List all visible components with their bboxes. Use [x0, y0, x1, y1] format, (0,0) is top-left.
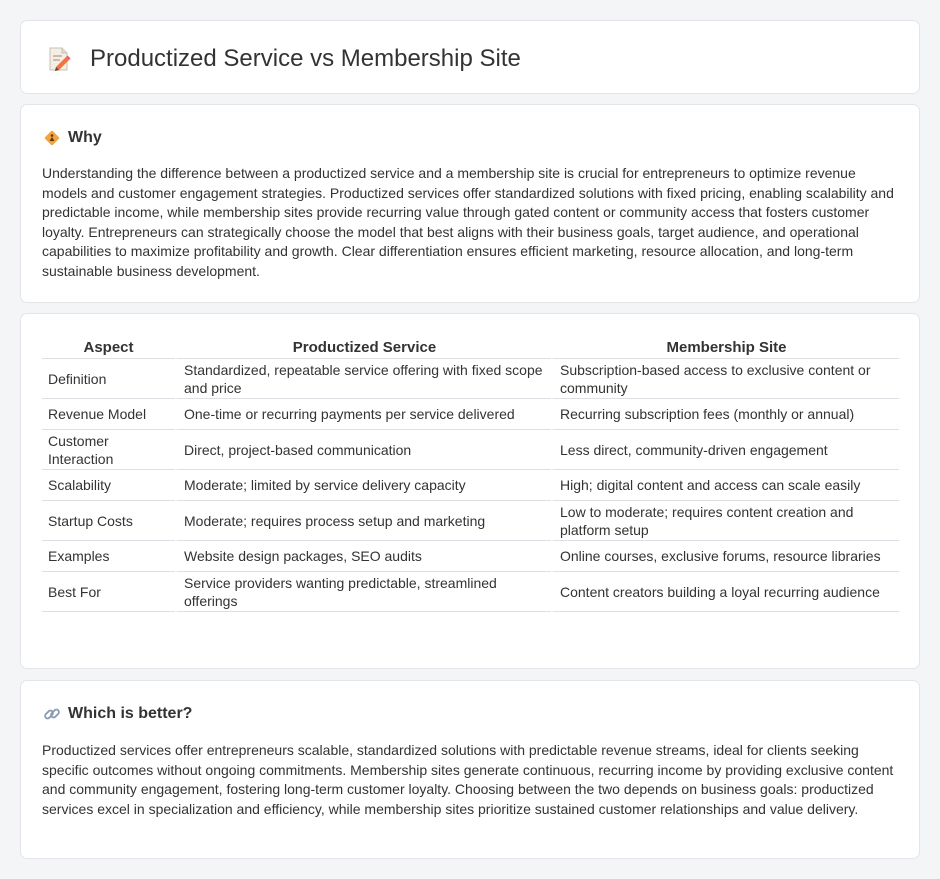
row-aspect: Examples — [42, 541, 175, 572]
row-membership-site: Content creators building a loyal recurring audience — [551, 572, 899, 612]
table-row — [42, 430, 899, 470]
row-productized-service: Standardized, repeatable service offering with fixed scope and price — [175, 359, 551, 399]
link-icon — [43, 705, 61, 723]
row-membership-site: High; digital content and access can scale easily — [551, 470, 899, 501]
header-productized-service: Productized Service — [175, 335, 551, 359]
page-title: Productized Service vs Membership Site — [90, 45, 521, 72]
table-row — [42, 399, 899, 430]
row-productized-service: Moderate; requires process setup and marketing — [175, 501, 551, 541]
row-productized-service: Moderate; limited by service delivery capacity — [175, 470, 551, 501]
better-heading: Which is better? — [68, 705, 193, 722]
row-aspect: Startup Costs — [42, 501, 175, 541]
row-aspect: Best For — [42, 572, 175, 612]
better-text: Productized services offer entrepreneurs scalable, standardized solutions with predictable revenue streams, ideal for clients seeking specific outcomes without ongoing commitments. Membership sites generate continuous, recurring income by providing exclusive content and community engagement, fostering long-term customer loyalty. Choosing between the two depends on business goals: productized services excel in specialization and efficiency, while membership sites prioritize sustained customer relationships and value delivery. — [42, 742, 894, 817]
row-membership-site: Online courses, exclusive forums, resource libraries — [551, 541, 899, 572]
row-productized-service: One-time or recurring payments per service delivered — [175, 399, 551, 430]
document-edit-icon — [47, 46, 71, 72]
why-text: Understanding the difference between a productized service and a membership site is crucial for entrepreneurs to optimize revenue models and customer engagement strategies. Productized services offer standardized solutions with fixed pricing, enabling scalability and predictable income, while membership sites provide recurring value through gated content or community access that fosters customer loyalty. Entrepreneurs can strategically choose the model that best aligns with their business goals, target audience, and operational capabilities to maximize profitability and growth. Clear differentiation ensures efficient marketing, resource allocation, and long-term sustainable business development. — [42, 165, 894, 279]
row-membership-site: Subscription-based access to exclusive content or community — [551, 359, 899, 399]
row-productized-service: Direct, project-based communication — [175, 430, 551, 470]
why-heading: Why — [68, 129, 102, 146]
row-aspect: Customer Interaction — [42, 430, 175, 470]
title-row — [47, 45, 521, 73]
better-heading-row — [43, 705, 192, 723]
row-membership-site: Recurring subscription fees (monthly or annual) — [551, 399, 899, 430]
row-aspect: Revenue Model — [42, 399, 175, 430]
why-card — [20, 104, 920, 303]
better-card — [20, 680, 920, 859]
table-row — [42, 470, 899, 501]
header-membership-site: Membership Site — [551, 335, 899, 359]
table-row — [42, 541, 899, 572]
diamond-sign-icon — [43, 129, 61, 147]
table-header-row — [42, 335, 899, 359]
row-aspect: Scalability — [42, 470, 175, 501]
comparison-table — [42, 335, 899, 612]
row-aspect: Definition — [42, 359, 175, 399]
row-productized-service: Website design packages, SEO audits — [175, 541, 551, 572]
row-membership-site: Low to moderate; requires content creation and platform setup — [551, 501, 899, 541]
comparison-card — [20, 313, 920, 669]
header-aspect: Aspect — [42, 335, 175, 359]
table-row — [42, 359, 899, 399]
why-heading-row — [43, 129, 102, 147]
table-row — [42, 572, 899, 612]
row-productized-service: Service providers wanting predictable, streamlined offerings — [175, 572, 551, 612]
row-membership-site: Less direct, community-driven engagement — [551, 430, 899, 470]
table-row — [42, 501, 899, 541]
header-card — [20, 20, 920, 94]
